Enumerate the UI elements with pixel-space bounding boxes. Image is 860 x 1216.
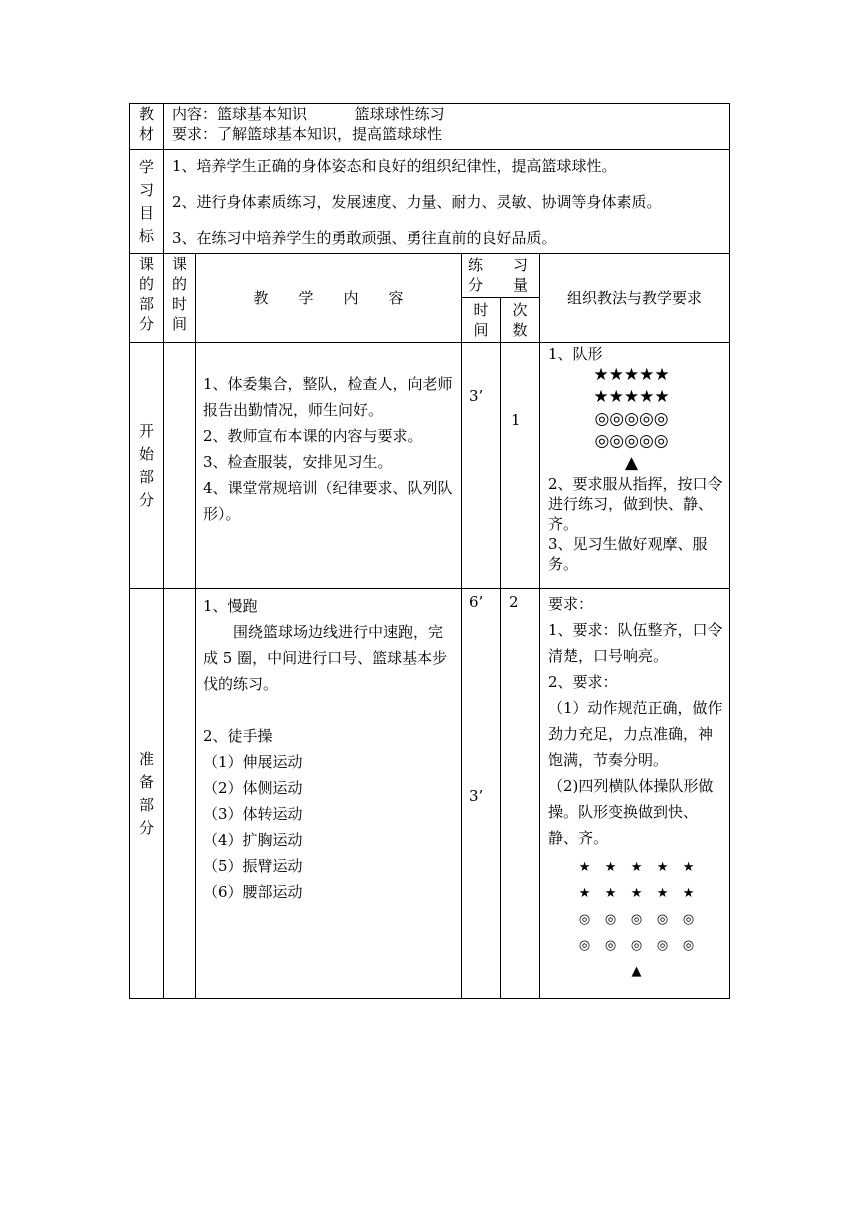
student-marker: ★	[630, 860, 643, 875]
teacher-marker: ▲	[624, 453, 639, 473]
formation-row-circles	[548, 907, 725, 933]
exercise-item: （3）体转运动	[203, 805, 303, 823]
prep-section-time	[164, 589, 196, 999]
start-section-time	[164, 343, 196, 589]
method-item: 2、要求服从指挥，按口令进行练习，做到快、静、齐。	[548, 475, 723, 533]
start-section-duration: 3’	[462, 343, 501, 589]
exercise-item: （5）振臂运动	[203, 857, 303, 875]
table-header-row	[130, 254, 730, 298]
student-marker: ◎	[578, 912, 591, 927]
formation-row-stars: ★★★★★	[593, 387, 670, 407]
content-title: 1、慢跑	[203, 597, 258, 615]
method-item: 3、见习生做好观摩、服务。	[548, 535, 708, 573]
method-title: 要求：	[548, 595, 594, 613]
student-marker: ◎	[682, 912, 695, 927]
learning-goals-content	[164, 150, 730, 254]
formation-row-stars	[548, 881, 725, 907]
label-char: 材	[138, 125, 154, 143]
learning-goals-label	[130, 150, 164, 254]
prep-section-content	[196, 589, 462, 999]
prep-section-label	[130, 589, 164, 999]
header-char: 的	[138, 275, 154, 293]
student-marker: ◎	[604, 938, 617, 953]
header-part	[130, 254, 164, 343]
header-load-line2: 分 量	[468, 276, 529, 294]
header-method: 组织教法与教学要求	[540, 254, 730, 343]
formation-row-circles: ◎◎◎◎◎	[594, 431, 669, 451]
formation-row-circles: ◎◎◎◎◎	[594, 409, 669, 429]
header-char: 部	[138, 295, 154, 313]
label-char: 部	[138, 795, 154, 814]
student-marker: ★	[630, 886, 643, 901]
label-char: 开	[138, 421, 154, 440]
header-char: 间	[171, 315, 187, 333]
header-time	[164, 254, 196, 343]
content-body: 围绕篮球场边线进行中速跑，完成 5 圈，中间进行口号、篮球基本步伐的练习。	[203, 623, 448, 693]
label-char: 习	[138, 181, 154, 199]
textbook-requirement-line: 要求：了解篮球基本知识，提高篮球球性	[172, 125, 443, 143]
start-section-times: 1	[501, 343, 540, 589]
teacher-row	[548, 959, 725, 985]
label-char: 教	[138, 105, 154, 123]
header-times	[501, 298, 540, 343]
teacher-marker: ▲	[631, 964, 642, 979]
header-content: 教 学 内 容	[196, 254, 462, 343]
textbook-row	[130, 104, 730, 150]
start-section-label	[130, 343, 164, 589]
start-section-content	[196, 343, 462, 589]
goal-item: 3、在练习中培养学生的勇敢顽强、勇往直前的良好品质。	[172, 229, 557, 247]
exercise-item: （1）伸展运动	[203, 753, 303, 771]
lesson-plan-table	[129, 103, 730, 999]
header-load-line1: 练 习	[468, 256, 529, 274]
student-marker: ★	[656, 886, 669, 901]
student-marker: ★	[604, 860, 617, 875]
goal-item: 2、进行身体素质练习，发展速度、力量、耐力、灵敏、协调等身体素质。	[172, 193, 662, 211]
content-item: 3、检查服装，安排见习生。	[203, 453, 393, 471]
formation-row-circles	[548, 933, 725, 959]
label-char: 目	[138, 204, 154, 222]
formation-row-stars: ★★★★★	[593, 365, 670, 385]
method-title: 1、队形	[548, 345, 603, 363]
header-times-text: 次数	[512, 301, 528, 339]
content-title: 2、徒手操	[203, 727, 273, 745]
header-char: 时	[171, 295, 187, 313]
exercise-item: （6）腰部运动	[203, 883, 303, 901]
content-item: 2、教师宣布本课的内容与要求。	[203, 427, 423, 445]
exercise-item: （4）扩胸运动	[203, 831, 303, 849]
label-char: 部	[138, 467, 154, 486]
label-char: 分	[138, 490, 154, 509]
duration-value: 3’	[469, 787, 484, 805]
exercise-item: （2）体侧运动	[203, 779, 303, 797]
student-marker: ★	[578, 860, 591, 875]
goal-item: 1、培养学生正确的身体姿态和良好的组织纪律性，提高篮球球性。	[172, 157, 617, 175]
prep-section-times: 2	[501, 589, 540, 999]
content-item: 1、体委集合，整队，检查人，向老师报告出勤情况，师生问好。	[203, 375, 453, 419]
prep-formation	[548, 855, 725, 985]
content-item: 4、课堂常规培训（纪律要求、队列队形）。	[203, 479, 453, 523]
header-char: 分	[138, 315, 154, 333]
start-section-row	[130, 343, 730, 589]
student-marker: ★	[682, 860, 695, 875]
student-marker: ★	[578, 886, 591, 901]
student-marker: ★	[682, 886, 695, 901]
method-item: （2)四列横队体操队形做操。队形变换做到快、静、齐。	[548, 777, 714, 847]
student-marker: ◎	[604, 912, 617, 927]
textbook-content	[164, 104, 730, 150]
header-load	[462, 254, 540, 298]
student-marker: ◎	[630, 912, 643, 927]
student-marker: ◎	[656, 938, 669, 953]
start-section-method	[540, 343, 730, 589]
header-duration	[462, 298, 501, 343]
prep-section-duration	[462, 589, 501, 999]
student-marker: ◎	[630, 938, 643, 953]
label-char: 学	[138, 158, 154, 176]
student-marker: ★	[604, 886, 617, 901]
duration-value: 6’	[469, 593, 484, 611]
label-char: 准	[138, 749, 154, 768]
student-marker: ★	[656, 860, 669, 875]
method-item: 1、要求：队伍整齐，口令清楚，口号响亮。	[548, 621, 723, 665]
method-item: （1）动作规范正确，做作劲力充足，力点准确，神饱满，节奏分明。	[548, 699, 723, 769]
student-marker: ◎	[682, 938, 695, 953]
prep-section-method	[540, 589, 730, 999]
label-char: 备	[138, 772, 154, 791]
textbook-label	[130, 104, 164, 150]
formation-row-stars	[548, 855, 725, 881]
label-char: 分	[138, 818, 154, 837]
prep-section-row	[130, 589, 730, 999]
learning-goals-row	[130, 150, 730, 254]
header-duration-text: 时间	[473, 301, 489, 339]
header-char: 的	[171, 275, 187, 293]
method-title: 2、要求：	[548, 673, 618, 691]
start-formation	[538, 364, 725, 474]
student-marker: ◎	[578, 938, 591, 953]
header-char: 课	[138, 255, 154, 273]
label-char: 始	[138, 444, 154, 463]
spacer	[203, 697, 455, 723]
student-marker: ◎	[656, 912, 669, 927]
textbook-content-line: 内容：篮球基本知识 篮球球性练习	[172, 105, 445, 123]
label-char: 标	[138, 227, 154, 245]
header-char: 课	[171, 255, 187, 273]
